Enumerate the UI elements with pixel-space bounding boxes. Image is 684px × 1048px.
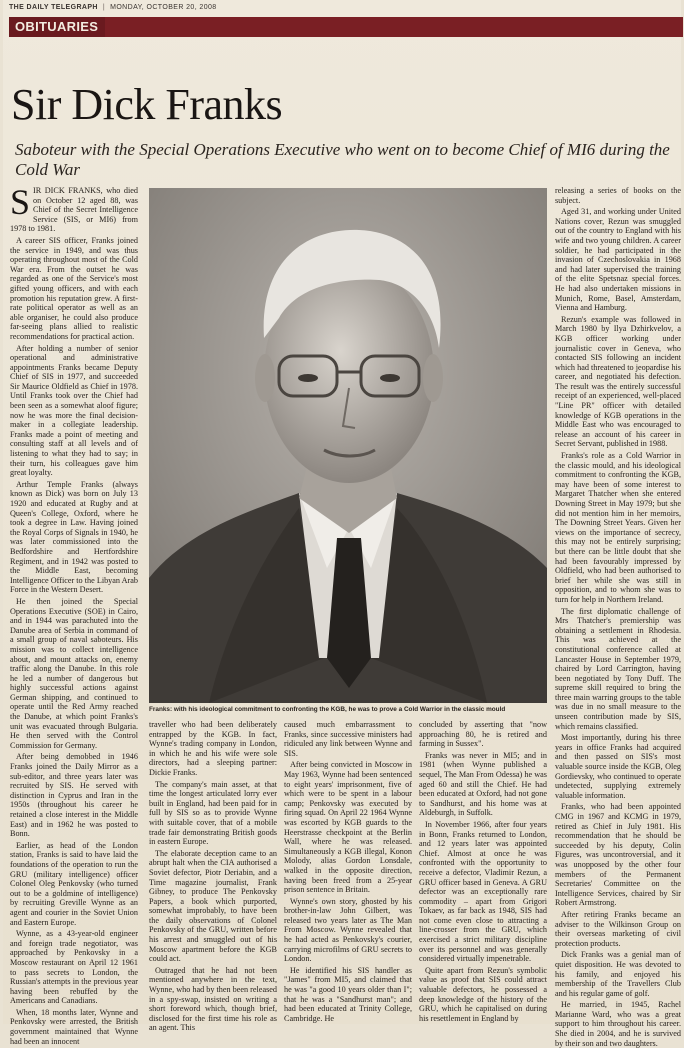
masthead — [9, 4, 675, 16]
paragraph: When, 18 months later, Wynne and Penkovsky were arrested, the British government maintained that Wynne had been an innocent — [10, 1007, 138, 1046]
paragraph: Rezun's example was followed in March 1980 by Ilya Dzhirkvelov, a KGB officer working under journalistic cover in Geneva, who contacted SIS following an incident which had threatened to jeopardise his career, and negotiated his defection. The result was the entirely successful receipt of an experienced, well-placed "Line PR" officer with detailed knowledge of KGB operations in the Middle East who was encouraged to release an account of his career in Secret Servant, published in 1988. — [555, 314, 681, 449]
headline: Sir Dick Franks — [11, 80, 283, 129]
paragraph: traveller who had been deliberately entrapped by the KGB. In fact, Wynne's trading company in London, in which he and his wife were sole directors, had a sleeping partner: Dickie Franks. — [149, 720, 277, 777]
paragraph: Franks, who had been appointed CMG in 1967 and KCMG in 1979, retired as Chief in July 1981. His recommendation that he should be succeeded by his deputy, Colin Figures, was uncontroversial, and it was unopposed by the other four members of the Permanent Secretaries' Committee on the Intelligence Services, chaired by Sir Robert Armstrong. — [555, 802, 681, 908]
paragraph: Wynne, as a 43-year-old engineer and foreign trade negotiator, was approached by Penkovsky in a Moscow restaurant on April 12 1961 to pass secrets to London, the Russian's attempts in the previous year having been rebuffed by the Americans and Canadians. — [10, 929, 138, 1006]
portrait-photo — [149, 188, 547, 703]
paragraph: Earlier, as head of the London station, Franks is said to have laid the foundations of the operation to run the GRU (military intelligence) officer Colonel Oleg Penkovsky (who turned out to be a goldmine of intelligence) by recruiting Greville Wynne as an agent and courier in the Soviet Union and Eastern Europe. — [10, 840, 138, 927]
article-column-1 — [10, 182, 138, 1046]
paragraph: Franks was never in MI5; and in 1981 (when Wynne published a sequel, The Man From Odessa) he was aged 60 and still the Chief. He had been educated at Oxford, had not gone to Sandhurst, and his home was at Aldeburgh, in Suffolk. — [419, 750, 547, 818]
paragraph: Wynne's own story, ghosted by his brother-in-law John Gilbert, was released two years later as The Man From Moscow. Wynne revealed that he had acted as Penkovsky's courier, carrying microfilms of GRU secrets to London. — [284, 896, 412, 964]
paragraph: releasing a series of books on the subject. — [555, 186, 681, 205]
paragraph: He identified his SIS handler as "James" from MI5, and claimed that he was "a good 10 years older than I"; that he was a "Sandhurst man"; and had been educated at Trinity College, Cambridge. He — [284, 965, 412, 1023]
paragraph: caused much embarrassment to Franks, since successive ministers had ridiculed any link between Wynne and SIS. — [284, 720, 412, 758]
paragraph: SIR DICK FRANKS, who died on October 12 aged 88, was Chief of the Secret Intelligence Service (SIS, or MI6) from 1978 to 1981. — [10, 182, 138, 234]
article-column-2 — [149, 720, 277, 1033]
standfirst: Saboteur with the Special Operations Executive who went on to become Chief of MI6 during the Cold War — [15, 140, 670, 179]
paragraph: The first diplomatic challenge of Mrs Thatcher's premiership was obtaining a settlement in Rhodesia. This was achieved at the constitutional conference called at Lancaster House in September 1979, chaired by Lord Carrington, having been negotiated by Tony Duff. The supreme skill required to bring the three main warring groups to the table was due in no small measure to the unseen contribution made by SIS, which remains classified. — [555, 606, 681, 731]
masthead-separator: | — [102, 4, 106, 11]
paragraph: Franks's role as a Cold Warrior in the classic mould, and his ideological commitment to confronting the KGB, may have been of some interest to Margaret Thatcher when she entered Downing Street in May 1979; but she did not mention him in her memoirs, The Downing Street Years. Given her views on the importance of secrecy, this may not be entirely surprising; but there can be little doubt that she had been favourably impressed by Oldfield, who had been authorised to brief her while she was still in opposition, and to whom she was to turn for help in Northern Ireland. — [555, 451, 681, 604]
masthead-paper-name: THE DAILY TELEGRAPH — [9, 4, 98, 11]
paragraph: After retiring Franks became an adviser to the Wilkinson Group on their overseas marketing of civil protection products. — [555, 909, 681, 948]
portrait-illustration — [149, 188, 547, 703]
paragraph: Most importantly, during his three years in office Franks had acquired and then passed on SIS's most valuable source inside the KGB, Oleg Gordievsky, who continued to operate undetected, supplying extremely valuable information. — [555, 733, 681, 800]
paragraph: Aged 31, and working under United Nations cover, Rezun was smuggled out of the country to England with his wife and two young children. A career soldier, he had participated in the invasion of Czechoslovakia in 1968 and had later supervised the training of the elite Spetsnaz special forces. He had also undertaken missions in Munich, Rome, Basel, Amsterdam, Vienna and Hamburg. — [555, 207, 681, 313]
paragraph: In November 1966, after four years in Bonn, Franks returned to London, and 12 years later was appointed Chief. Almost at once he was confronted with the opportunity to receive a defector, Vladimir Rezun, a GRU officer based in Geneva. A GRU defector was an exceptionally rare commodity – apart from Grigori Tokaev, as far back as 1948, SIS had not come even close to attracting a line-crosser from the GRU, which exercised a strict military discipline over its personnel and was generally considered virtually impenetrable. — [419, 819, 547, 964]
paragraph: The elaborate deception came to an abrupt halt when the CIA authorised a Soviet defector, Piotr Deriabin, and a Time magazine journalist, Frank Gibney, to produce The Penkovsky Papers, a book which purported, somewhat improbably, to have been the daily observations of Colonel Penkovsky of the GRU, written before his arrest and smuggled out of his Moscow apartment before the KGB could act. — [149, 848, 277, 964]
masthead-date: MONDAY, OCTOBER 20, 2008 — [110, 4, 217, 11]
section-label: OBITUARIES — [9, 17, 105, 37]
paragraph: He then joined the Special Operations Executive (SOE) in Cairo, and in 1944 was parachuted into the Danube area of Serbia in command of a small group of naval saboteurs. His mission was to collect intelligence about, and mount attacks on, enemy traffic along the Danube. In this role he led a number of dangerous but highly successful actions against German shipping, and continued to operate until the Red Army reached the Danube, at which point Franks's unit was evacuated through Bulgaria. He then served with the Control Commission for Germany. — [10, 596, 138, 750]
paragraph: Dick Franks was a genial man of quiet disposition. He was devoted to his family, and enjoyed his membership of the Travellers Club and his regular game of golf. — [555, 950, 681, 998]
article-column-4 — [419, 720, 547, 1024]
paragraph: The company's main asset, at that time the longest articulated lorry ever built in England, had been paid for in full by SIS so as to provide Wynne with suitable cover, that of a mobile trade fair demonstrating British goods in eastern Europe. — [149, 779, 277, 847]
article-column-3 — [284, 720, 412, 1024]
photo-caption: Franks: with his ideological commitment to confronting the KGB, he was to prove a Cold Warrior in the classic mould — [149, 706, 506, 713]
paragraph: After being demobbed in 1946 Franks joined the Daily Mirror as a sub-editor, and three years later was recruited by SIS. He served with distinction in Cyprus and Iran in the 1950s (throughout his career he retained a close interest in the Middle East) and in 1962 he was posted to Bonn. — [10, 752, 138, 839]
paragraph: After holding a number of senior operational and administrative appointments Franks became Deputy Chief of SIS in 1977, and succeeded Sir Maurice Oldfield as Chief in 1978. Until Franks took over the Chief had been seen as a somewhat aloof figure; now he was more the final decision-maker in a collegiate leadership. Franks made a point of meeting and consulting staff at all levels and of listening to what they had to say; in their turn, his colleagues gave him great loyalty. — [10, 343, 138, 478]
paragraph: Outraged that he had not been mentioned anywhere in the text, Wynne, who had by then been released in a spy-swap, insisted on writing a short foreword which, though brief, disclosed for the first time his role as an agent. This — [149, 965, 277, 1033]
newspaper-page — [3, 0, 681, 1048]
paragraph: He married, in 1945, Rachel Marianne Ward, who was a great support to him throughout his career. She died in 2004, and he is survived by their son and two daughters. — [555, 1000, 681, 1048]
section-bar — [9, 17, 683, 37]
article-column-5 — [555, 186, 681, 1048]
paragraph: Arthur Temple Franks (always known as Dick) was born on July 13 1920 and educated at Rugby and at Queen's College, Oxford, where he took a degree in Law. Having joined the Royal Corps of Signals in 1940, he was later commissioned into the Bedfordshire and Hertfordshire Regiment, and in 1942 was posted to the Middle East, becoming Intelligence Officer to the Libyan Arab Force in the Western Desert. — [10, 479, 138, 595]
paragraph: concluded by asserting that "now approaching 80, he is retired and farming in Sussex". — [419, 720, 547, 749]
paragraph: Quite apart from Rezun's symbolic value as proof that SIS could attract valuable defectors, he possessed a deep knowledge of the history of the GRU, which he capitalised on during his resettlement in England by — [419, 965, 547, 1023]
paragraph: A career SIS officer, Franks joined the service in 1949, and was thus operating throughout most of the Cold War era. From the outset he was regarded as one of the Service's most gifted young officers, and with each promotion his reputation grew. A first-rate political operator as well as an able organiser, he could also produce far-seeing plans allied to realistic recommendations for practical action. — [10, 235, 138, 341]
paragraph: After being convicted in Moscow in May 1963, Wynne had been sentenced to eight years' imprisonment, five of which were to be spent in a labour camp; Penkovsky was executed by firing squad. On April 22 1964 Wynne was escorted by KGB guards to the Heerstrasse checkpoint at the Berlin Wall, where he was released. Simultaneously a KGB illegal, Konon Molody, alias Gordon Lonsdale, walked in the opposite direction, having been freed from a 25-year prison sentence in Britain. — [284, 760, 412, 895]
drop-cap: S — [10, 182, 31, 222]
